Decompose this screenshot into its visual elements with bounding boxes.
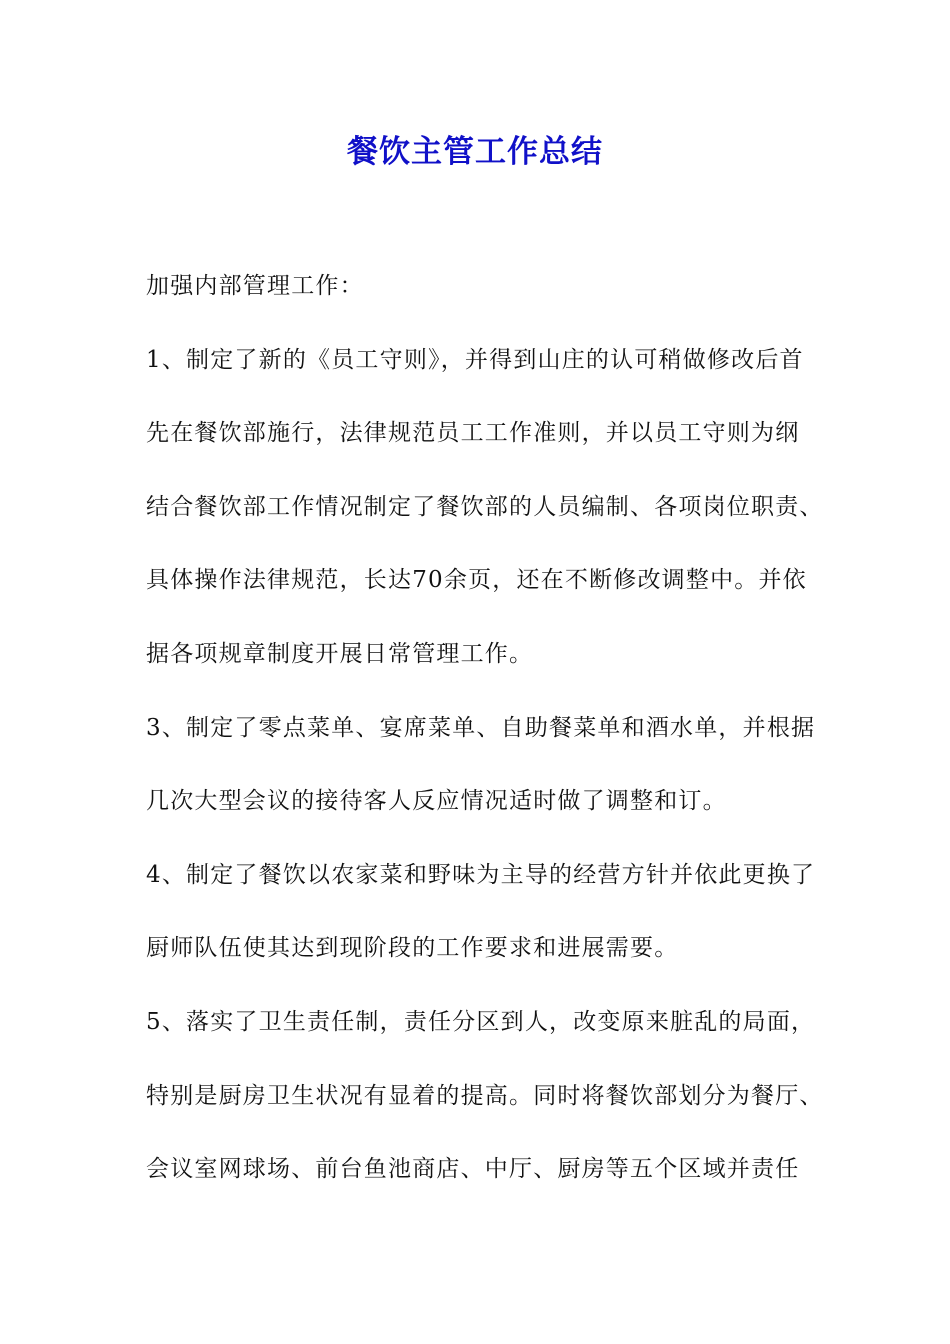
body-line-intro: 加强内部管理工作： [146,273,364,299]
body-line: 4、制定了餐饮以农家菜和野味为主导的经营方针并依此更换了 [146,861,816,888]
document-title: 餐饮主管工作总结 [347,134,603,170]
body-line: 先在餐饮部施行，法律规范员工工作准则，并以员工守则为纲 [146,420,800,447]
body-line: 特别是厨房卫生状况有显着的提高。同时将餐饮部划分为餐厅、 [146,1082,824,1109]
body-line: 具体操作法律规范，长达70余页，还在不断修改调整中。并依 [146,567,807,594]
body-line: 会议室网球场、前台鱼池商店、中厅、厨房等五个区域并责任 [146,1156,800,1183]
body-line: 据各项规章制度开展日常管理工作。 [146,640,534,667]
body-line: 厨师队伍使其达到现阶段的工作要求和进展需要。 [146,935,679,962]
body-line: 几次大型会议的接待客人反应情况适时做了调整和订。 [146,788,727,815]
body-line: 5、落实了卫生责任制，责任分区到人，改变原来脏乱的局面， [146,1008,816,1035]
body-line: 3、制定了零点菜单、宴席菜单、自助餐菜单和酒水单，并根据 [146,714,816,741]
body-line: 结合餐饮部工作情况制定了餐饮部的人员编制、各项岗位职责、 [146,493,824,520]
body-line: 1、制定了新的《员工守则》，并得到山庄的认可稍做修改后首 [146,346,804,373]
document-body [146,262,836,1219]
